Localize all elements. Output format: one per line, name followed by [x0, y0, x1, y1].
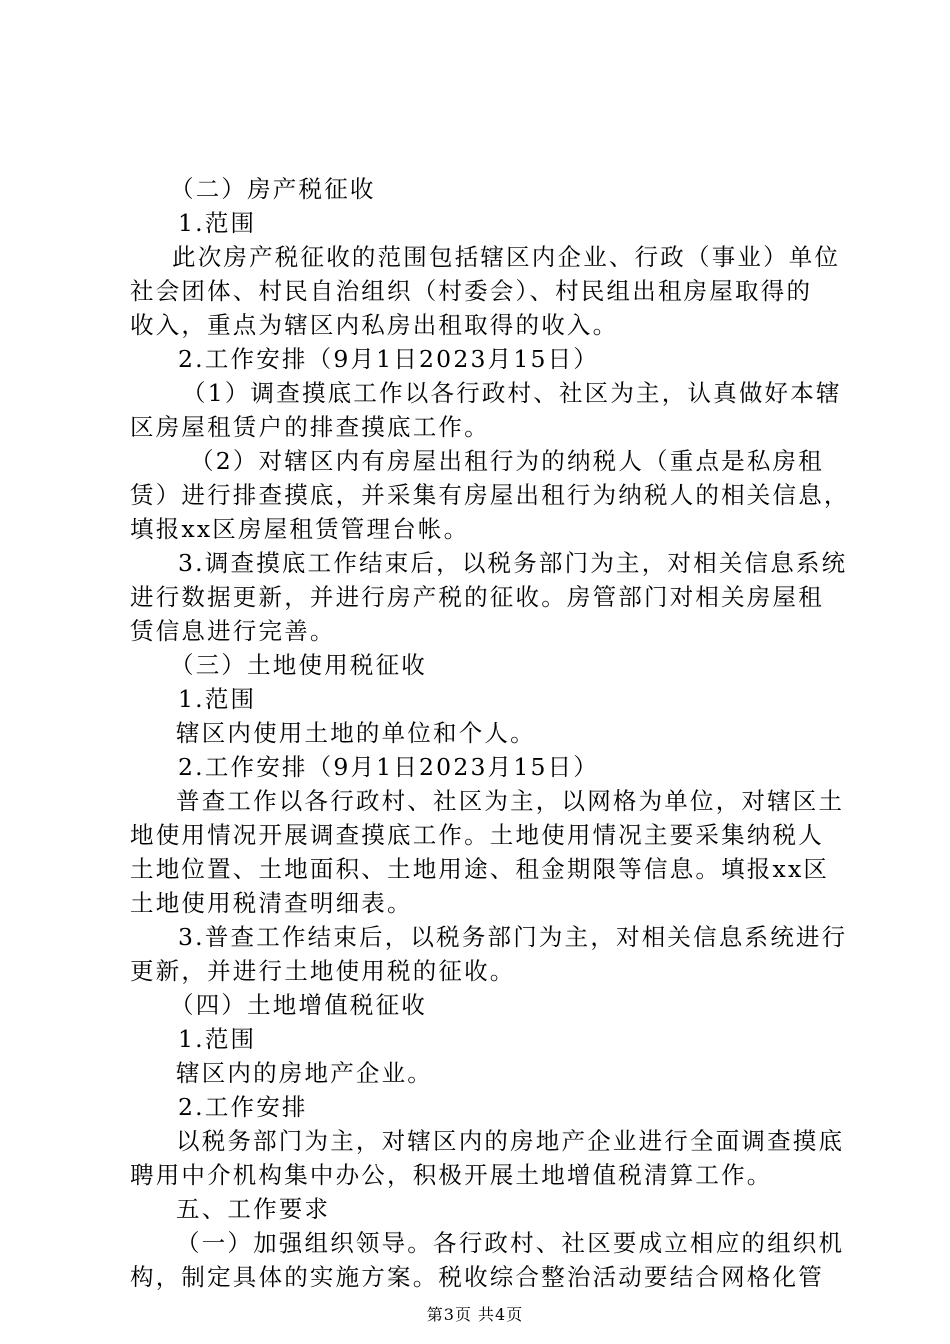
- text-line: 聘用中介机构集中办公，积极开展土地增值税清算工作。: [130, 1161, 773, 1189]
- page-footer: 第3页 共4页: [426, 1305, 524, 1324]
- section-heading-work-requirements: 五、工作要求: [176, 1195, 331, 1223]
- text-line: 辖区内的房地产企业。: [176, 1059, 433, 1087]
- text-line: 进行数据更新，并进行房产税的征收。房管部门对相关房屋租: [130, 583, 824, 611]
- text-line: 更新，并进行土地使用税的征收。: [130, 957, 516, 985]
- text-line: 以税务部门为主，对辖区内的房地产企业进行全面调查摸底: [176, 1127, 845, 1155]
- text-line: 3.普查工作结束后，以税务部门为主，对相关信息系统进行: [178, 923, 848, 951]
- text-line: 填报xx区房屋租赁管理台帐。: [130, 515, 470, 543]
- text-line: 1.范围: [178, 1025, 257, 1053]
- text-line: 辖区内使用土地的单位和个人。: [176, 719, 536, 747]
- text-line: 普查工作以各行政村、社区为主，以网格为单位，对辖区土: [176, 787, 845, 815]
- section-heading-land-value-tax: （四）土地增值税征收: [170, 991, 427, 1019]
- text-line: （2）对辖区内有房屋出租行为的纳税人（重点是私房租: [190, 447, 824, 475]
- text-line: 2.工作安排（9月1日2023月15日）: [178, 753, 600, 781]
- text-line: 此次房产税征收的范围包括辖区内企业、行政（事业）单位: [172, 243, 841, 271]
- text-line: 社会团体、村民自治组织（村委会）、村民组出租房屋取得的: [130, 277, 813, 305]
- text-line: 3.调查摸底工作结束后，以税务部门为主，对相关信息系统: [178, 549, 848, 577]
- text-line: 土地使用税清查明细表。: [130, 889, 413, 917]
- text-line: （1）调查摸底工作以各行政村、社区为主，认真做好本辖: [182, 379, 842, 407]
- text-line: 1.范围: [178, 685, 257, 713]
- text-line: 赁信息进行完善。: [130, 617, 336, 645]
- section-heading-property-tax: （二）房产税征收: [170, 175, 376, 203]
- text-line: 土地位置、土地面积、土地用途、租金期限等信息。填报xx区: [130, 855, 830, 883]
- text-line: 地使用情况开展调查摸底工作。土地使用情况主要采集纳税人: [130, 821, 824, 849]
- section-heading-land-use-tax: （三）土地使用税征收: [170, 651, 427, 679]
- text-line: 2.工作安排: [178, 1093, 308, 1121]
- text-line: 2.工作安排（9月1日2023月15日）: [178, 345, 600, 373]
- text-line: 收入，重点为辖区内私房出租取得的收入。: [130, 311, 619, 339]
- text-line: （一）加强组织领导。各行政村、社区要成立相应的组织机: [176, 1229, 845, 1257]
- text-line: 区房屋租赁户的排查摸底工作。: [130, 413, 490, 441]
- text-line: 1.范围: [178, 209, 257, 237]
- text-line: 赁）进行排查摸底，并采集有房屋出租行为纳税人的相关信息，: [130, 481, 850, 509]
- text-line: 构，制定具体的实施方案。税收综合整治活动要结合网格化管: [130, 1263, 824, 1291]
